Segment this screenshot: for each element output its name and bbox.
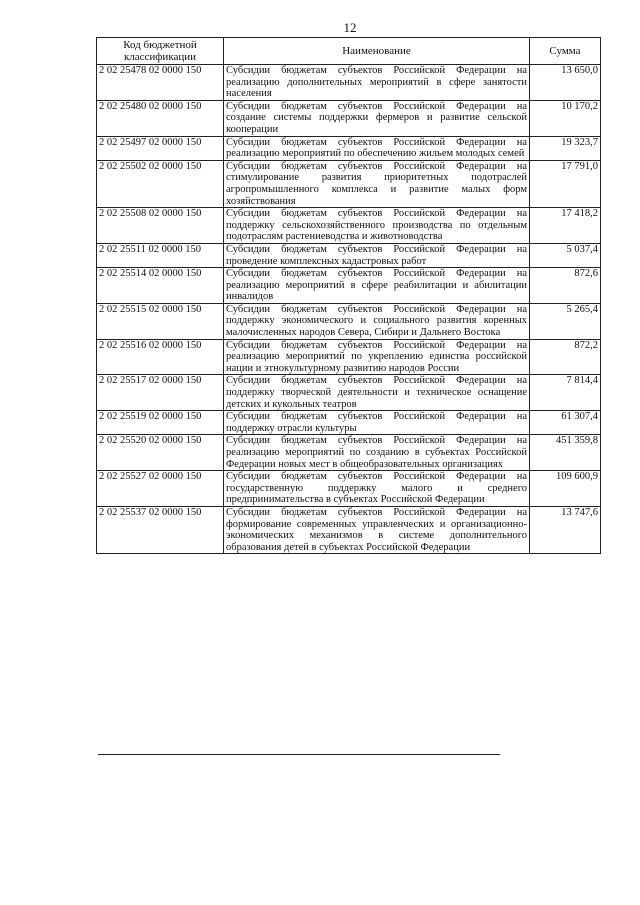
cell-code: 2 02 25520 02 0000 150 (97, 435, 224, 471)
column-header-sum: Сумма (530, 38, 601, 65)
cell-name: Субсидии бюджетам субъектов Российской Федерации на государственную поддержку малого и среднего предпринимательства в субъектах Российской Федерации (224, 471, 530, 507)
cell-sum: 451 359,8 (530, 435, 601, 471)
cell-code: 2 02 25519 02 0000 150 (97, 411, 224, 435)
cell-name: Субсидии бюджетам субъектов Российской Федерации на поддержку сельскохозяйственного производства по отдельным подотраслям растениеводства и животноводства (224, 208, 530, 244)
column-header-code: Код бюджетной классификации (97, 38, 224, 65)
cell-name: Субсидии бюджетам субъектов Российской Федерации на реализацию мероприятий по обеспечению жильем молодых семей (224, 136, 530, 160)
cell-name: Субсидии бюджетам субъектов Российской Федерации на поддержку творческой деятельности и техническое оснащение детских и кукольных театров (224, 375, 530, 411)
cell-code: 2 02 25502 02 0000 150 (97, 160, 224, 207)
budget-table (96, 37, 601, 554)
table-row (97, 375, 601, 411)
table-row (97, 435, 601, 471)
cell-code: 2 02 25537 02 0000 150 (97, 506, 224, 553)
cell-code: 2 02 25515 02 0000 150 (97, 303, 224, 339)
cell-name: Субсидии бюджетам субъектов Российской Федерации на реализацию мероприятий по укреплению единства российской нации и этнокультурному развитию народов России (224, 339, 530, 375)
cell-sum: 5 037,4 (530, 243, 601, 267)
cell-code: 2 02 25516 02 0000 150 (97, 339, 224, 375)
cell-sum: 13 650,0 (530, 65, 601, 101)
table-body (97, 65, 601, 554)
cell-name: Субсидии бюджетам субъектов Российской Федерации на реализацию мероприятий в сфере реабилитации и абилитации инвалидов (224, 268, 530, 304)
cell-code: 2 02 25478 02 0000 150 (97, 65, 224, 101)
cell-code: 2 02 25527 02 0000 150 (97, 471, 224, 507)
cell-name: Субсидии бюджетам субъектов Российской Федерации на формирование современных управленческих и организационно-экономических механизмов в системе дополнительного образования детей в субъектах Российской Федерации (224, 506, 530, 553)
cell-sum: 19 323,7 (530, 136, 601, 160)
cell-sum: 7 814,4 (530, 375, 601, 411)
cell-name: Субсидии бюджетам субъектов Российской Федерации на создание системы поддержки фермеров и развитие сельской кооперации (224, 100, 530, 136)
footer-divider (98, 754, 500, 755)
table-row (97, 303, 601, 339)
page-number: 12 (343, 20, 357, 35)
cell-code: 2 02 25511 02 0000 150 (97, 243, 224, 267)
table-row (97, 268, 601, 304)
table-row (97, 506, 601, 553)
cell-sum: 5 265,4 (530, 303, 601, 339)
table-row (97, 65, 601, 101)
table-row (97, 471, 601, 507)
cell-name: Субсидии бюджетам субъектов Российской Федерации на проведение комплексных кадастровых работ (224, 243, 530, 267)
cell-code: 2 02 25514 02 0000 150 (97, 268, 224, 304)
cell-name: Субсидии бюджетам субъектов Российской Федерации на поддержку отрасли культуры (224, 411, 530, 435)
cell-sum: 13 747,6 (530, 506, 601, 553)
table-row (97, 208, 601, 244)
cell-name: Субсидии бюджетам субъектов Российской Федерации на реализацию дополнительных мероприятий в сфере занятости населения (224, 65, 530, 101)
table-row (97, 160, 601, 207)
cell-code: 2 02 25517 02 0000 150 (97, 375, 224, 411)
cell-sum: 10 170,2 (530, 100, 601, 136)
table-row (97, 339, 601, 375)
table-row (97, 411, 601, 435)
cell-sum: 17 791,0 (530, 160, 601, 207)
cell-name: Субсидии бюджетам субъектов Российской Федерации на стимулирование развития приоритетных подотраслей агропромышленного комплекса и развитие малых форм хозяйствования (224, 160, 530, 207)
column-header-name: Наименование (224, 38, 530, 65)
cell-sum: 872,2 (530, 339, 601, 375)
cell-code: 2 02 25480 02 0000 150 (97, 100, 224, 136)
cell-sum: 109 600,9 (530, 471, 601, 507)
cell-sum: 17 418,2 (530, 208, 601, 244)
cell-code: 2 02 25508 02 0000 150 (97, 208, 224, 244)
table-header-row (97, 38, 601, 65)
table-row (97, 243, 601, 267)
cell-sum: 61 307,4 (530, 411, 601, 435)
table-row (97, 100, 601, 136)
cell-name: Субсидии бюджетам субъектов Российской Федерации на поддержку экономического и социального развития коренных малочисленных народов Севера, Сибири и Дальнего Востока (224, 303, 530, 339)
table-row (97, 136, 601, 160)
cell-name: Субсидии бюджетам субъектов Российской Федерации на реализацию мероприятий по созданию в субъектах Российской Федерации новых мест в общеобразовательных организациях (224, 435, 530, 471)
cell-sum: 872,6 (530, 268, 601, 304)
cell-code: 2 02 25497 02 0000 150 (97, 136, 224, 160)
